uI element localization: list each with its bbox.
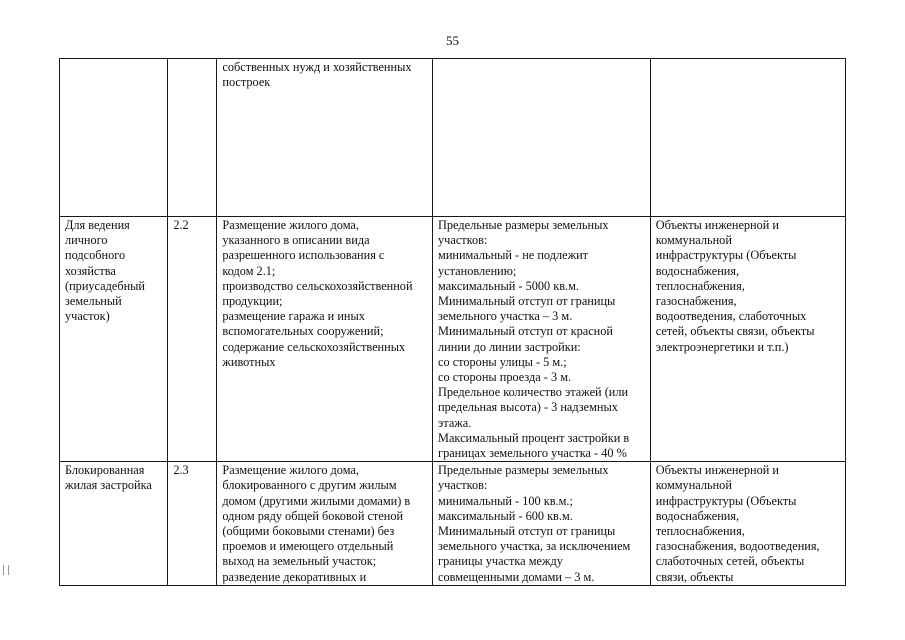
cell-text-line: электроэнергетики и т.п.)	[655, 339, 789, 354]
cell-text-line: Блокированная	[65, 463, 145, 478]
cell-text-line: газоснабжения, водоотведения,	[655, 539, 820, 554]
cell-text-line: линии до линии застройки:	[438, 339, 581, 354]
cell-text-line: указанного в описании вида	[222, 233, 370, 248]
permitted-use-description-cell	[217, 462, 433, 586]
cell-text-line: газоснабжения,	[655, 294, 737, 309]
cell-text-line: Предельные размеры земельных	[438, 463, 609, 478]
infrastructure-cell	[650, 217, 845, 462]
cell-text-line: Размещение жилого дома,	[222, 218, 359, 232]
cell-text-line: границах земельного участка - 40 %	[438, 446, 627, 461]
cell-text-line: сетей, объекты связи, объекты	[655, 324, 815, 339]
cell-text-line: Минимальный отступ от границы	[438, 524, 616, 539]
page-number: 55	[446, 33, 459, 48]
cell-text-line: разведение декоративных и	[222, 569, 367, 584]
cell-text-line: одном ряду общей боковой стеной	[222, 508, 404, 523]
land-use-name-cell	[60, 462, 168, 586]
cell-text-line: проемов и имеющего отдельный	[222, 539, 394, 554]
cell-text-line: Для ведения	[65, 218, 130, 232]
permitted-use-description-cell	[217, 59, 433, 217]
cell-text-line: максимальный - 600 кв.м.	[438, 508, 573, 523]
land-use-code-cell	[168, 59, 217, 217]
table-row-continued	[60, 59, 846, 217]
cell-text-line: Размещение жилого дома,	[222, 463, 359, 478]
scan-margin-mark	[3, 565, 9, 575]
cell-text-line: (общими боковыми стенами) без	[222, 524, 395, 539]
infrastructure-cell	[650, 59, 845, 217]
cell-text-line: предельная высота) - 3 надземных	[438, 400, 618, 415]
land-use-code-cell	[168, 462, 217, 586]
cell-text-line: совмещенными домами – 3 м.	[438, 569, 595, 584]
cell-text-line: производство сельскохозяйственной	[222, 278, 413, 293]
table-row-blocked-housing	[60, 462, 846, 586]
plot-parameters-cell	[433, 462, 651, 586]
cell-text-line: со стороны проезда - 3 м.	[438, 370, 572, 385]
cell-text-line: земельный	[65, 294, 122, 309]
cell-text-line: установлению;	[438, 263, 517, 278]
cell-text-line: теплоснабжения,	[655, 278, 745, 293]
cell-text-line: теплоснабжения,	[655, 524, 745, 539]
cell-text-line: Предельное количество этажей (или	[438, 385, 629, 400]
cell-text-line: водоснабжения,	[655, 508, 740, 523]
cell-text-line: кодом 2.1;	[222, 263, 276, 278]
cell-text-line: этажа.	[438, 415, 472, 430]
cell-text-line: границы участка между	[438, 554, 563, 569]
cell-text-line: Объекты инженерной и	[655, 463, 780, 478]
infrastructure-cell	[650, 462, 845, 586]
cell-text-line: 2.3	[173, 463, 189, 478]
cell-text-line: выход на земельный участок;	[222, 554, 377, 569]
cell-text-line: домом (другими жилыми домами) в	[222, 493, 411, 508]
cell-text-line: животных	[222, 354, 276, 369]
cell-text-line: участков:	[438, 478, 488, 493]
cell-text-line: максимальный - 5000 кв.м.	[438, 278, 579, 293]
land-use-name-cell	[60, 217, 168, 462]
table-row-private-farming	[60, 217, 846, 462]
land-use-code-cell	[168, 217, 217, 462]
cell-text-line: вспомогательных сооружений;	[222, 324, 384, 339]
cell-text-line: инфраструктуры (Объекты	[655, 493, 797, 508]
zoning-regulations-table	[59, 58, 846, 586]
cell-text-line: водоснабжения,	[655, 263, 740, 278]
cell-text-line: земельного участка – 3 м.	[438, 309, 573, 324]
cell-text-line: продукции;	[222, 294, 283, 309]
cell-text-line: участков:	[438, 233, 488, 248]
cell-text-line: земельного участка, за исключением	[438, 539, 631, 554]
cell-text-line: водоотведения, слаботочных	[655, 309, 807, 324]
cell-text-line: 2.2	[173, 218, 189, 232]
cell-text-line: разрешенного использования с	[222, 248, 385, 263]
cell-text-line: участок)	[65, 309, 110, 324]
cell-text-line: Максимальный процент застройки в	[438, 430, 630, 445]
cell-text-line: связи, объекты	[655, 569, 734, 584]
cell-text-line: минимальный - не подлежит	[438, 248, 589, 263]
permitted-use-description-cell	[217, 217, 433, 462]
cell-text-line: коммунальной	[655, 233, 732, 248]
cell-text-line: содержание сельскохозяйственных	[222, 339, 406, 354]
plot-parameters-cell	[433, 59, 651, 217]
cell-text-line: блокированного с другим жилым	[222, 478, 397, 493]
cell-text-line: собственных нужд и хозяйственных	[222, 60, 412, 74]
land-use-name-cell	[60, 59, 168, 217]
plot-parameters-cell	[433, 217, 651, 462]
cell-text-line: хозяйства	[65, 263, 116, 278]
cell-text-line: личного	[65, 233, 108, 248]
cell-text-line: жилая застройка	[65, 478, 152, 493]
cell-text-line: Минимальный отступ от границы	[438, 294, 616, 309]
cell-text-line: минимальный - 100 кв.м.;	[438, 493, 573, 508]
cell-text-line: (приусадебный	[65, 278, 146, 293]
cell-text-line: Объекты инженерной и	[655, 218, 780, 232]
cell-text-line: со стороны улицы - 5 м.;	[438, 354, 567, 369]
cell-text-line: построек	[222, 75, 271, 90]
cell-text-line: слаботочных сетей, объекты	[655, 554, 805, 569]
cell-text-line: Предельные размеры земельных	[438, 218, 609, 232]
cell-text-line: инфраструктуры (Объекты	[655, 248, 797, 263]
cell-text-line: подсобного	[65, 248, 126, 263]
cell-text-line: коммунальной	[655, 478, 732, 493]
cell-text-line: Минимальный отступ от красной	[438, 324, 613, 339]
cell-text-line: размещение гаража и иных	[222, 309, 365, 324]
